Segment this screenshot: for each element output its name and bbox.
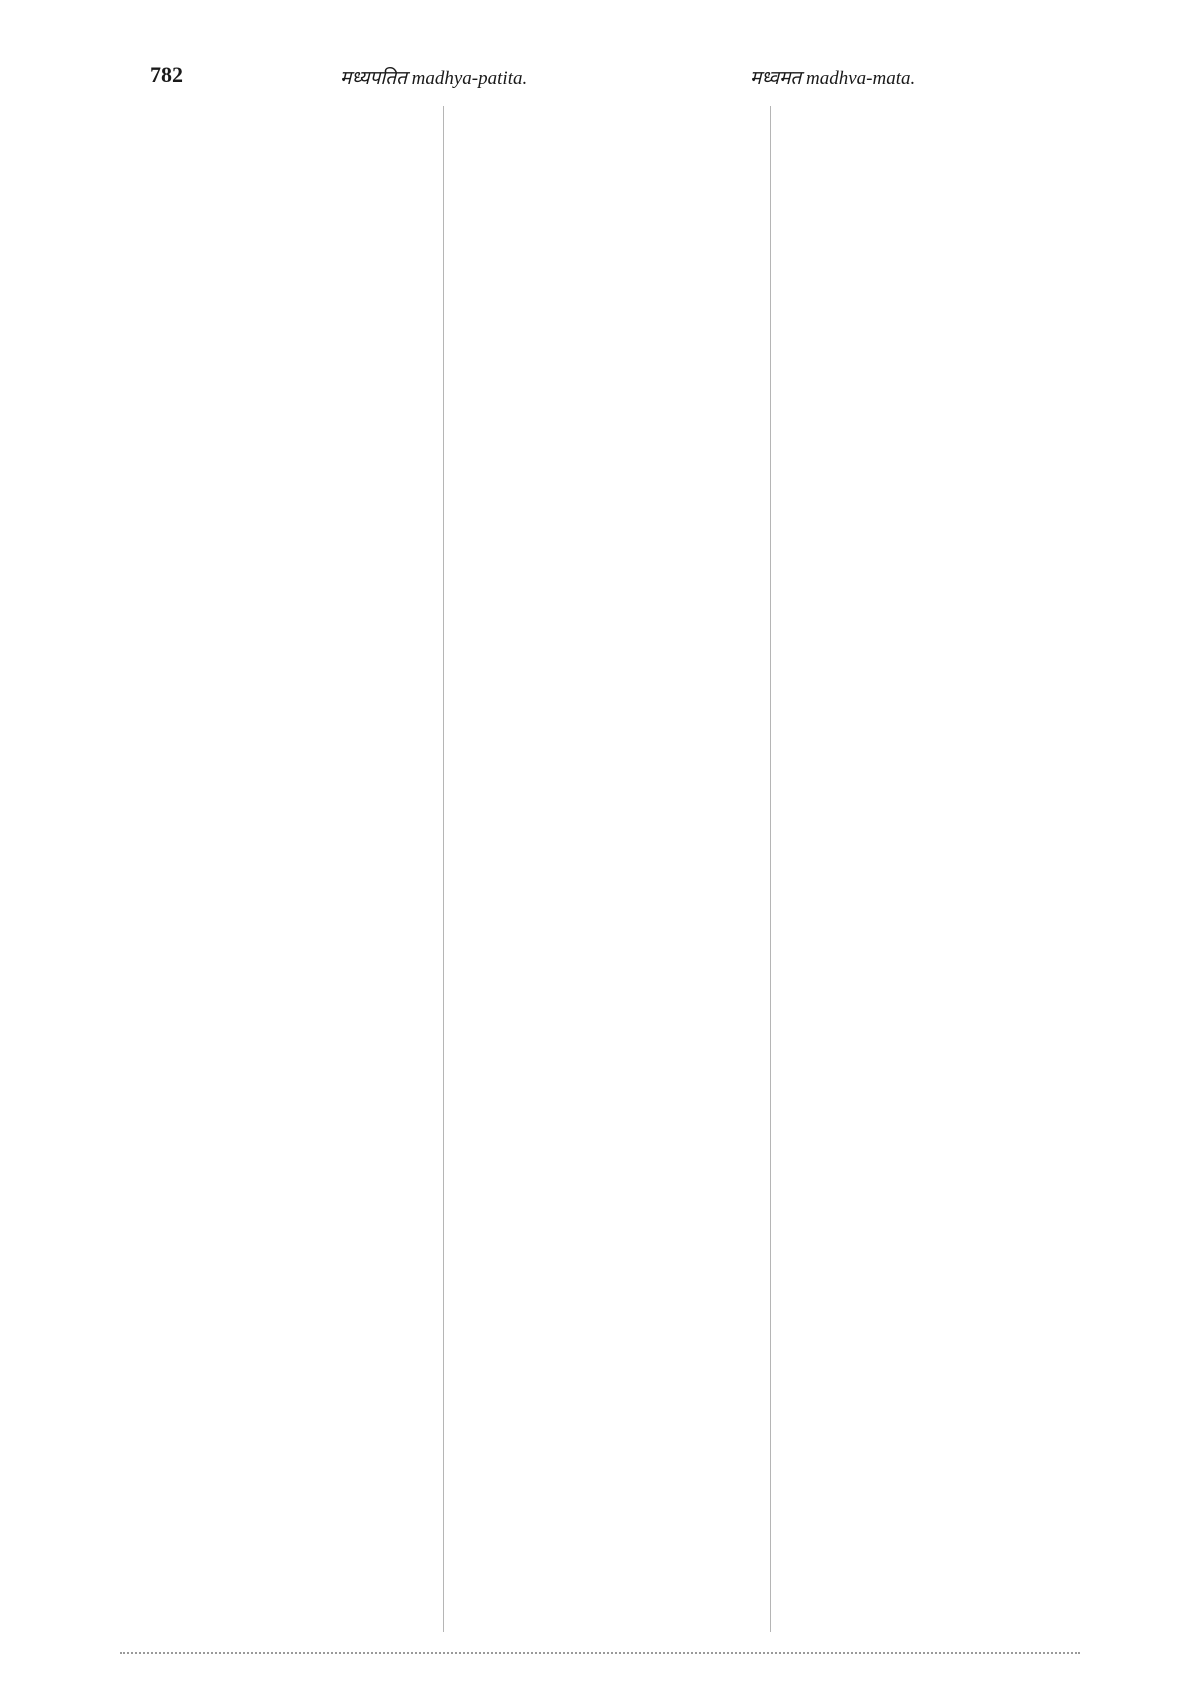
column-divider (443, 106, 444, 1632)
text-column-2 (455, 106, 737, 1632)
text-column-1 (150, 106, 432, 1632)
page-header (150, 62, 1058, 94)
column-divider (770, 106, 771, 1632)
footer-rule (120, 1652, 1080, 1654)
right-running-head: मध्वमत madhva-mata. (750, 68, 916, 89)
page-number: 782 (150, 62, 183, 87)
text-column-3 (790, 106, 1072, 1632)
left-running-head: मध्यपतित madhya-patita. (340, 68, 528, 89)
